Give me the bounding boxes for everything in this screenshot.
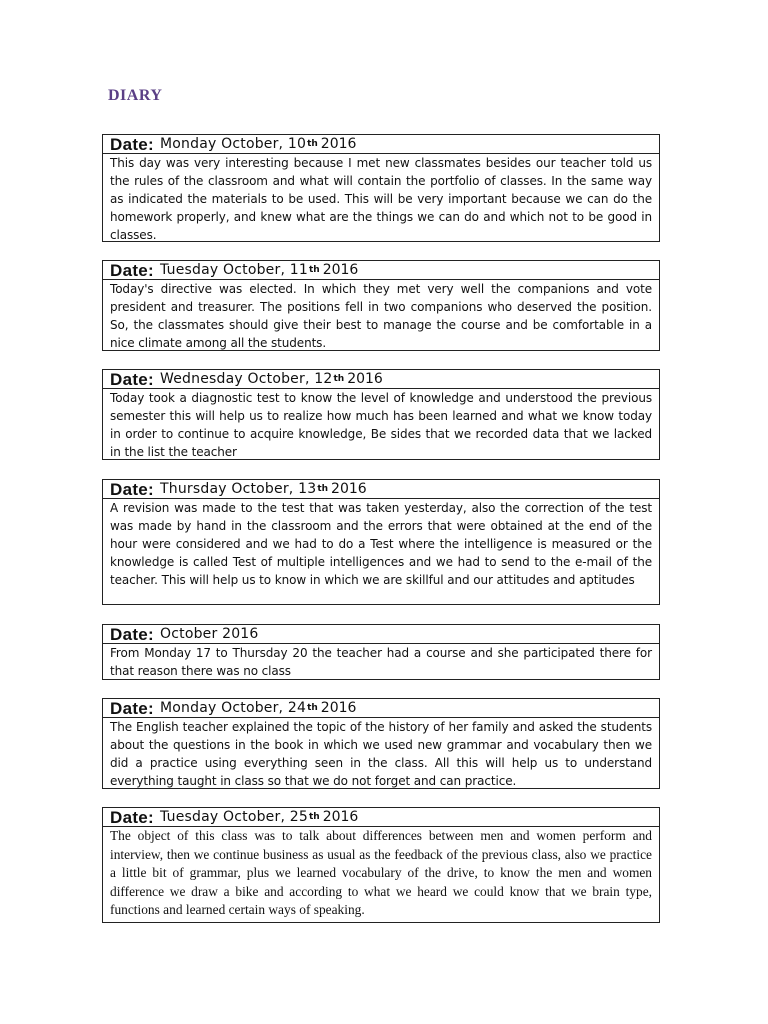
date-ordinal: th — [307, 139, 318, 149]
entry-header — [103, 625, 659, 644]
entry-text: Today's directive was elected. In which they met very well the companions and vote president and treasurer. The positions fell in two companions who deserved the position. So, the classmates should give their best to manage the course and be comfortable in a nice climate among all the students. — [110, 282, 652, 350]
date-year: 2016 — [320, 136, 357, 152]
entry-date: Tuesday October, 11 — [160, 262, 308, 278]
entry-date: Monday October, 24 — [160, 700, 307, 716]
entry-date: Thursday October, 13 — [160, 481, 317, 497]
date-year: 2016 — [347, 371, 383, 387]
page-title: DIARY — [108, 87, 163, 104]
date-ordinal: th — [308, 265, 320, 275]
date-year: 2016 — [320, 700, 357, 716]
entry-header — [103, 808, 659, 827]
entry-text: A revision was made to the test that was taken yesterday, also the correction of the test was made by hand in the classroom and the errors that were obtained at the end of the hour were considered and we had to do a Test where the intelligence is measured or the knowledge is called Test of multiple intelligences and we had to send to the e-mail of the teacher. This will help us to know in which we are skillful and our attitudes and aptitudes — [110, 501, 652, 587]
diary-entry — [102, 479, 660, 605]
diary-entry — [102, 807, 660, 923]
date-label: Date: — [110, 625, 155, 644]
entry-date: October 2016 — [160, 626, 259, 642]
entry-date: Wednesday October, 12 — [160, 371, 333, 387]
diary-entry — [102, 369, 660, 460]
entry-text: The object of this class was to talk about differences between men and women perform and interview, then we continue business as usual as the feedback of the previous class, also we practice a little bit of grammar, plus we learned vocabulary of the drive, to know the men and women difference we draw a bike and according to what we heard we could know that we brain type, functions and learned certain ways of speaking. — [110, 828, 652, 917]
entry-header — [103, 480, 659, 499]
entry-date: Tuesday October, 25 — [160, 809, 308, 825]
entry-text: This day was very interesting because I met new classmates besides our teacher told us the rules of the classroom and what will contain the portfolio of classes. In the same way as indicated the materials to be used. This will be very important because we can do the homework properly, and knew what are the things we can do and which not to be good in classes. — [110, 156, 652, 242]
entry-header — [103, 135, 659, 154]
diary-entry — [102, 624, 660, 680]
diary-entry — [102, 134, 660, 242]
date-ordinal: th — [308, 812, 320, 822]
entry-header — [103, 261, 659, 280]
date-year: 2016 — [322, 262, 359, 278]
entry-date: Monday October, 10 — [160, 136, 307, 152]
entry-header — [103, 370, 659, 389]
entry-text: Today took a diagnostic test to know the level of knowledge and understood the previous semester this will help us to realize how much has been learned and what we know today in order to continue to acquire knowledge, Be sides that we recorded data that we lacked in the list the teacher — [110, 391, 652, 459]
date-label: Date: — [110, 480, 155, 499]
date-ordinal: th — [317, 484, 329, 494]
date-ordinal: th — [307, 703, 318, 713]
diary-entry — [102, 698, 660, 789]
date-label: Date: — [110, 370, 155, 389]
diary-entry — [102, 260, 660, 351]
date-label: Date: — [110, 808, 155, 827]
entry-text: The English teacher explained the topic of the history of her family and asked the students about the questions in the book in which we used new grammar and vocabulary then we did a practice using everything seen in the class. All this will help us to understand everything taught in class so that we do not forget and can practice. — [110, 720, 652, 788]
date-ordinal: th — [333, 374, 345, 384]
date-year: 2016 — [322, 809, 359, 825]
date-label: Date: — [110, 699, 155, 718]
date-label: Date: — [110, 135, 155, 154]
date-label: Date: — [110, 261, 155, 280]
date-year: 2016 — [331, 481, 367, 497]
entry-header — [103, 699, 659, 718]
entry-text: From Monday 17 to Thursday 20 the teacher had a course and she participated there for that reason there was no class — [110, 646, 652, 678]
